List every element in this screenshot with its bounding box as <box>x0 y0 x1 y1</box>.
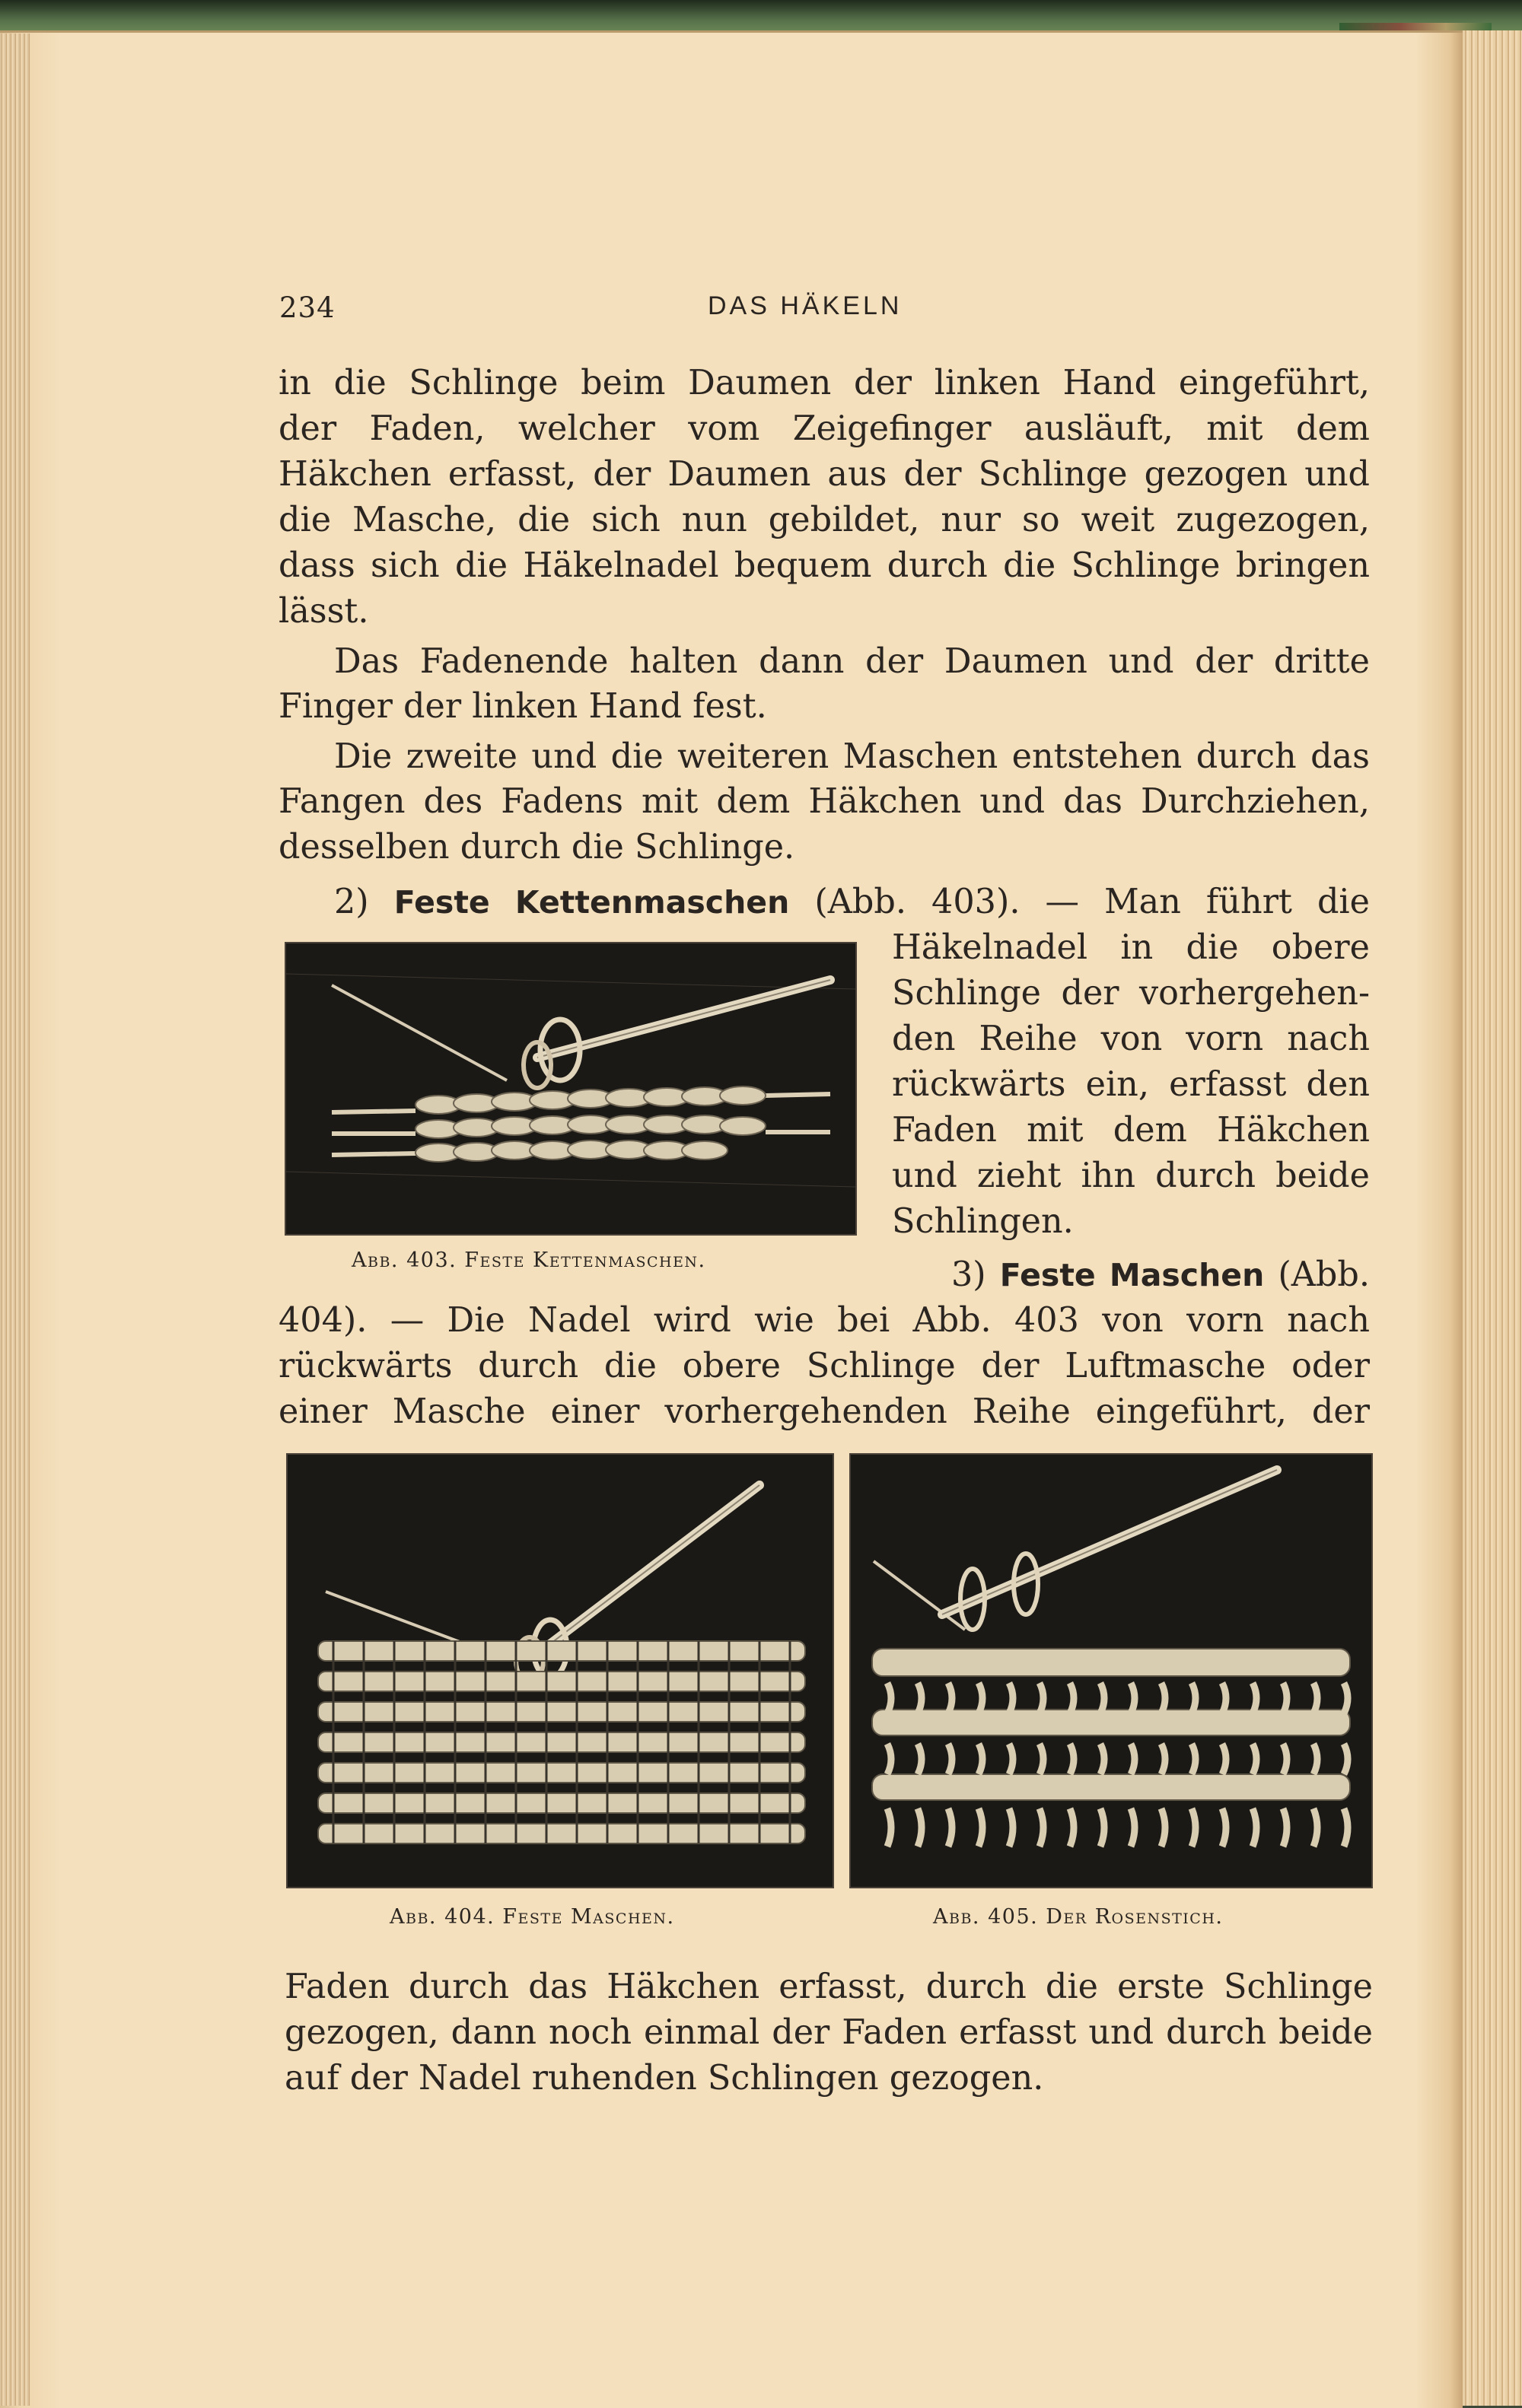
text-line: in die Schlinge beim Daumen der linken Hand eingeführt, <box>279 364 1370 402</box>
page-stack-right <box>1463 30 1522 2406</box>
text-line: rückwärts ein, erfasst den <box>892 1065 1370 1104</box>
page-number: 234 <box>279 291 336 324</box>
text-line: und zieht ihn durch beide <box>892 1156 1370 1195</box>
text-line: den Reihe von vorn nach <box>892 1020 1370 1058</box>
text-line: 404). — Die Nadel wird wie bei Abb. 403 von vorn nach <box>279 1301 1370 1340</box>
text-line: desselben durch die Schlinge. <box>279 828 795 867</box>
section-intro: (Abb. 403). — Man führt die <box>814 883 1370 921</box>
section-number: 2) <box>334 883 369 921</box>
figure-403-chain-stitch <box>285 942 857 1236</box>
figure-405-rose-stitch <box>849 1453 1373 1888</box>
section-title: Feste Kettenmaschen <box>393 884 790 921</box>
figure-405-caption: Abb. 405. Der Rosenstich. <box>933 1905 1224 1929</box>
text-line: dass sich die Häkelnadel bequem durch die Schlinge bringen <box>279 546 1370 585</box>
text-line: Fangen des Fadens mit dem Häkchen und das Durchziehen, <box>279 782 1370 821</box>
section-heading-line <box>279 880 1370 925</box>
figure-403-caption: Abb. 403. Feste Kettenmaschen. <box>352 1249 706 1272</box>
section-intro: (Abb. <box>1278 1255 1370 1294</box>
figure-404-caption: Abb. 404. Feste Maschen. <box>390 1905 675 1929</box>
text-line: Schlingen. <box>892 1202 1074 1241</box>
text-line: Schlinge der vorhergehen- <box>892 974 1370 1013</box>
text-line: Faden mit dem Häkchen <box>892 1111 1370 1150</box>
page-stack-left <box>0 33 30 2406</box>
text-line: lässt. <box>279 592 369 631</box>
text-line: auf der Nadel ruhenden Schlingen gezogen. <box>285 2059 1044 2098</box>
text-line: Häkelnadel in die obere <box>892 928 1370 967</box>
text-line: Die zweite und die weiteren Maschen entstehen durch das <box>334 737 1370 776</box>
text-line: Finger der linken Hand fest. <box>279 687 767 726</box>
text-line: Faden durch das Häkchen erfasst, durch die erste Schlinge <box>285 1967 1373 2006</box>
text-line: Das Fadenende halten dann der Daumen und der dritte <box>334 642 1370 681</box>
text-line: rückwärts durch die obere Schlinge der Luftmasche oder <box>279 1347 1370 1385</box>
section-heading-line <box>951 1252 1370 1298</box>
text-line: die Masche, die sich nun gebildet, nur so weit zugezogen, <box>279 501 1370 539</box>
figure-404-single-crochet <box>286 1453 834 1888</box>
section-number: 3) <box>951 1255 986 1294</box>
text-line: Häkchen erfasst, der Daumen aus der Schlinge gezogen und <box>279 455 1370 494</box>
section-title: Feste Maschen <box>999 1257 1265 1293</box>
text-line: gezogen, dann noch einmal der Faden erfasst und durch beide <box>285 2013 1373 2052</box>
text-line: der Faden, welcher vom Zeigefinger ausläuft, mit dem <box>279 409 1370 448</box>
running-title: DAS HÄKELN <box>708 291 903 320</box>
book-cover-top <box>0 0 1522 33</box>
text-line: einer Masche einer vorhergehenden Reihe eingeführt, der <box>279 1392 1370 1431</box>
